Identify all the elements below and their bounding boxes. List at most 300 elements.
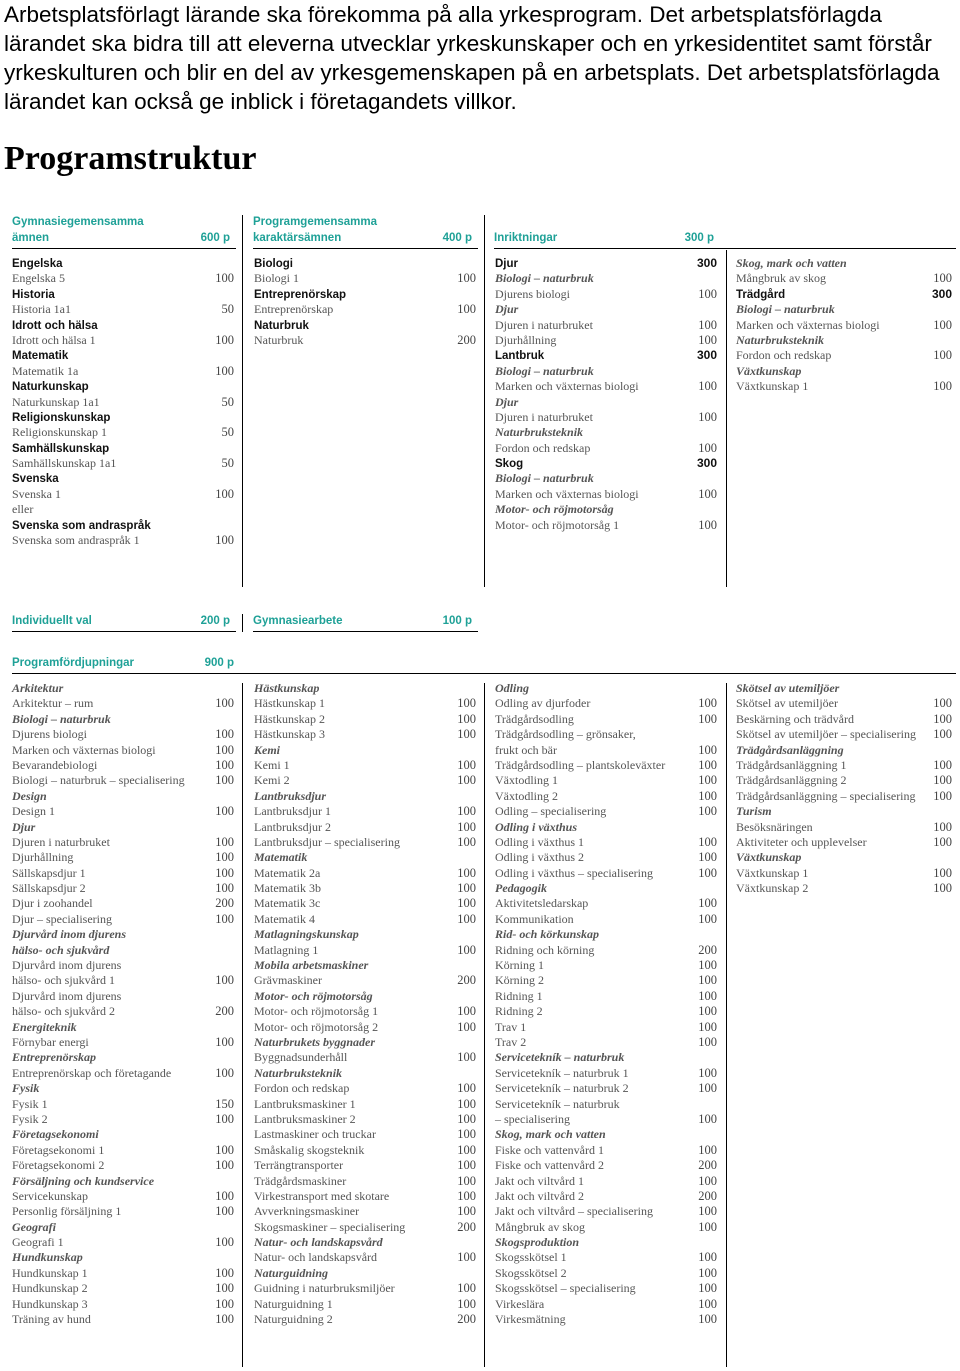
subject-row (736, 287, 960, 302)
course-row (495, 896, 725, 911)
course-points: 100 (215, 696, 234, 711)
course-name: Djur (495, 258, 518, 270)
subject-row (12, 518, 242, 533)
course-name: Jakt och viltvård 2 (495, 1188, 584, 1203)
course-name: Fysik (12, 1081, 40, 1096)
subject-row (12, 287, 242, 302)
course-name: Matematik (254, 850, 308, 865)
course-points: 100 (698, 1312, 717, 1327)
course-name: Skogsskötsel – specialisering (495, 1281, 636, 1296)
course-name: Skötsel av utemiljöer (736, 696, 838, 711)
course-name: Förnybar energi (12, 1034, 89, 1049)
course-row (254, 758, 484, 773)
course-points: 100 (698, 742, 717, 757)
course-name: Lantbruk (495, 350, 545, 363)
course-row (254, 1112, 484, 1127)
course-row (254, 302, 484, 317)
course-name: Naturbrukets byggnader (254, 1034, 376, 1049)
course-name: Skogsskötsel 1 (495, 1250, 567, 1265)
course-name: Skogsmaskiner – specialisering (254, 1219, 406, 1234)
course-points: 100 (215, 757, 234, 772)
course-row (12, 881, 242, 896)
course-name: Terrängtransporter (254, 1158, 344, 1173)
course-points: 100 (457, 804, 476, 819)
course-name: Växtodling 1 (495, 773, 558, 788)
course-name: Fordon och redskap (495, 440, 591, 455)
course-row (12, 758, 242, 773)
course-points: 100 (215, 1034, 234, 1049)
course-name: Hästkunskap (254, 681, 320, 695)
course-points: 200 (698, 1188, 717, 1203)
course-row (495, 1312, 725, 1327)
course-row (495, 866, 725, 881)
course-name: Servicekunskap (12, 1188, 88, 1203)
course-row (12, 364, 242, 379)
course-points: 100 (215, 727, 234, 742)
course-name: Hundkunskap 2 (12, 1281, 88, 1296)
course-row (495, 789, 725, 804)
course-row (254, 881, 484, 896)
course-name: Personlig försäljning 1 (12, 1204, 122, 1219)
course-row (254, 1250, 484, 1265)
course-name: Entreprenörskap (12, 1050, 97, 1065)
course-row (254, 1297, 484, 1312)
course-points: 100 (698, 317, 717, 332)
course-name: Entreprenörskap och företagande (12, 1065, 172, 1080)
course-row (495, 287, 725, 302)
course-points: 100 (933, 727, 952, 742)
course-row (12, 395, 242, 410)
course-points: 100 (457, 911, 476, 926)
header-title: Programgemensamma karaktärsämnen (253, 216, 377, 244)
course-row (736, 866, 960, 881)
course-points: 100 (698, 958, 717, 973)
course-points: 100 (215, 1312, 234, 1327)
course-list-inriktningar-1 (495, 256, 725, 533)
course-name: Geografi 1 (12, 1235, 64, 1250)
course-row (495, 773, 725, 788)
course-name: hälso- och sjukvård (12, 942, 110, 957)
course-name: Besöksnäringen (736, 819, 813, 834)
course-group-row (495, 425, 725, 440)
course-points: 100 (457, 1173, 476, 1188)
course-points: 100 (933, 317, 952, 332)
course-row (12, 958, 242, 973)
course-group-row (254, 958, 484, 973)
course-points: 100 (698, 1204, 717, 1219)
course-name: Naturkunskap 1a1 (12, 394, 100, 409)
course-group-row (254, 989, 484, 1004)
course-points: 100 (698, 1296, 717, 1311)
course-points: 100 (457, 711, 476, 726)
course-row (12, 333, 242, 348)
course-points: 100 (215, 773, 234, 788)
course-group-row (12, 1250, 242, 1265)
course-row (254, 1050, 484, 1065)
course-name: Marken och växternas biologi (736, 317, 880, 332)
course-points: 100 (933, 271, 952, 286)
course-points: 100 (698, 1265, 717, 1280)
course-points: 100 (457, 1004, 476, 1019)
course-group-row (495, 1127, 725, 1142)
course-row (495, 973, 725, 988)
course-name: Jakt och viltvård – specialisering (495, 1204, 653, 1219)
course-points: 100 (933, 788, 952, 803)
course-name: Körning 2 (495, 973, 544, 988)
course-name: Religionskunskap (12, 411, 111, 424)
header-title: Gymnasiegemensamma ämnen (12, 216, 144, 244)
course-name: Entreprenörskap (254, 288, 347, 301)
course-name: Engelska 5 (12, 271, 65, 286)
course-name: Hundkunskap 1 (12, 1265, 88, 1280)
course-name: Djurvård inom djurens (12, 927, 127, 942)
course-name: Svenska 1 (12, 486, 61, 501)
header-gymnasiegemensamma (12, 214, 236, 249)
course-points: 50 (221, 394, 234, 409)
course-name: Matematik 2a (254, 865, 321, 880)
course-name: Naturbruksteknik (495, 425, 584, 440)
column-divider (484, 215, 485, 587)
course-name: Biologi – naturbruk – specialisering (12, 773, 185, 788)
course-points: 100 (457, 271, 476, 286)
course-group-row (736, 743, 960, 758)
course-row (495, 1266, 725, 1281)
course-group-row (12, 712, 242, 727)
course-name: Historia (12, 288, 55, 301)
course-row (12, 1097, 242, 1112)
course-group-row (495, 681, 725, 696)
header-title: Inriktningar (494, 232, 558, 244)
course-name: Djuren i naturbruket (495, 317, 593, 332)
course-points: 200 (698, 1158, 717, 1173)
course-name: Ridning och körning (495, 942, 595, 957)
course-row (495, 1143, 725, 1158)
course-row (254, 1158, 484, 1173)
course-name: Motor- och röjmotorsåg 1 (495, 517, 620, 532)
course-points: 100 (933, 696, 952, 711)
subject-row (495, 456, 725, 471)
course-group-row (254, 927, 484, 942)
course-points: 100 (933, 819, 952, 834)
header-programgemensamma (253, 214, 478, 249)
course-name: Motor- och röjmotorsåg 1 (254, 1004, 379, 1019)
course-name: Fiske och vattenvård 2 (495, 1158, 604, 1173)
course-group-row (12, 1127, 242, 1142)
course-name: Djur i zoohandel (12, 896, 93, 911)
course-group-row (495, 820, 725, 835)
course-name: Lastmaskiner och truckar (254, 1127, 376, 1142)
course-name: Jakt och viltvård 1 (495, 1173, 584, 1188)
course-group-row (495, 881, 725, 896)
course-points: 100 (698, 409, 717, 424)
course-points: 100 (215, 271, 234, 286)
course-name: Design (12, 788, 47, 803)
course-name: Djuren i naturbruket (12, 834, 110, 849)
course-row (12, 456, 242, 471)
course-name: Träning av hund (12, 1312, 91, 1327)
course-name: Turism (736, 804, 772, 819)
course-row (12, 1312, 242, 1327)
course-points: 100 (457, 1158, 476, 1173)
course-row (12, 1035, 242, 1050)
course-points: 100 (933, 348, 952, 363)
course-name: Hästkunskap 3 (254, 727, 325, 742)
course-name: Svenska (12, 473, 59, 486)
course-row (495, 943, 725, 958)
course-name: Skötsel av utemiljöer – specialisering (736, 727, 916, 742)
course-row (736, 758, 960, 773)
course-list-fordjupning-3 (495, 681, 725, 1327)
course-group-row (12, 1174, 242, 1189)
course-row (495, 333, 725, 348)
course-row (736, 789, 960, 804)
course-name: Servicetekník – naturbruk 2 (495, 1081, 629, 1096)
course-name: Trav 1 (495, 1019, 527, 1034)
column-divider (726, 250, 727, 587)
course-row (254, 1097, 484, 1112)
course-group-row (254, 1266, 484, 1281)
course-name: Natur- och landskapsvård (254, 1235, 383, 1250)
course-name: Hästkunskap 2 (254, 711, 325, 726)
course-points: 200 (457, 332, 476, 347)
course-name: Kemi (254, 742, 280, 757)
course-group-row (12, 820, 242, 835)
course-row (254, 1189, 484, 1204)
course-points: 100 (215, 1281, 234, 1296)
course-group-row (12, 1081, 242, 1096)
course-group-row (254, 789, 484, 804)
course-row (12, 487, 242, 502)
course-points: 100 (933, 773, 952, 788)
course-name: Skog, mark och vatten (736, 256, 847, 270)
course-name: Växtkunskap (736, 363, 802, 378)
course-name: Idrott och hälsa 1 (12, 332, 96, 347)
course-row (12, 835, 242, 850)
course-name: frukt och bär (495, 742, 557, 757)
course-group-row (736, 681, 960, 696)
course-name: Hästkunskap 1 (254, 696, 325, 711)
course-row (254, 773, 484, 788)
course-points: 100 (457, 727, 476, 742)
course-points: 100 (457, 302, 476, 317)
course-points: 100 (457, 881, 476, 896)
course-group-row (12, 1220, 242, 1235)
course-group-row (736, 256, 960, 271)
course-group-row (254, 1066, 484, 1081)
course-name: Naturbruk (254, 332, 304, 347)
course-group-row (495, 1050, 725, 1065)
course-points: 100 (457, 1096, 476, 1111)
subject-row (254, 318, 484, 333)
course-name: Virkesmätning (495, 1312, 566, 1327)
course-row (495, 727, 725, 742)
course-group-row (495, 271, 725, 286)
course-row (495, 712, 725, 727)
course-row (495, 958, 725, 973)
course-points: 100 (698, 834, 717, 849)
course-points: 100 (698, 517, 717, 532)
course-row (12, 302, 242, 317)
course-row (736, 348, 960, 363)
course-points: 150 (215, 1096, 234, 1111)
header-inriktningar (494, 214, 956, 249)
course-name: Trädgårdsodling – grönsaker, (495, 727, 636, 742)
course-points: 300 (931, 286, 952, 301)
header-points: 300 p (684, 232, 714, 244)
course-group-row (736, 333, 960, 348)
course-group-row (495, 471, 725, 486)
course-points: 200 (457, 1312, 476, 1327)
course-row (495, 1297, 725, 1312)
course-name: Trädgårdsanläggning (736, 742, 844, 757)
course-group-row (254, 1235, 484, 1250)
course-row (12, 502, 242, 517)
column-divider (726, 683, 727, 1367)
course-row (254, 1143, 484, 1158)
course-points: 100 (698, 379, 717, 394)
course-name: Naturkunskap (12, 381, 89, 394)
course-list-fordjupning-1 (12, 681, 242, 1327)
course-name: Djur (495, 302, 519, 317)
course-row (12, 1266, 242, 1281)
course-row (12, 1204, 242, 1219)
course-points: 100 (215, 973, 234, 988)
course-name: Aktiviteter och upplevelser (736, 834, 867, 849)
course-points: 100 (215, 881, 234, 896)
course-name: Sällskapsdjur 2 (12, 881, 86, 896)
course-name: Biologi – naturbruk (495, 363, 594, 378)
course-name: Skogsskötsel 2 (495, 1265, 567, 1280)
course-points: 200 (215, 1004, 234, 1019)
subject-row (495, 256, 725, 271)
course-row (495, 1020, 725, 1035)
course-points: 100 (457, 1050, 476, 1065)
course-name: Biologi – naturbruk (495, 471, 594, 486)
course-points: 100 (215, 1065, 234, 1080)
header-points: 400 p (442, 232, 472, 244)
course-name: Mobila arbetsmaskiner (254, 958, 369, 973)
course-list-fordjupning-4 (736, 681, 960, 896)
course-name: Kemi 2 (254, 773, 290, 788)
course-name: Naturguidning 1 (254, 1296, 333, 1311)
header-points: 900 p (204, 657, 234, 669)
course-name: Djur – specialisering (12, 911, 112, 926)
course-name: Fordon och redskap (254, 1081, 350, 1096)
course-points: 100 (215, 1296, 234, 1311)
subject-row (12, 318, 242, 333)
course-row (495, 835, 725, 850)
course-row (12, 866, 242, 881)
course-name: Skötsel av utemiljöer (736, 681, 840, 695)
course-row (495, 379, 725, 394)
course-name: Ridning 1 (495, 988, 543, 1003)
course-name: Körning 1 (495, 958, 544, 973)
course-group-row (12, 681, 242, 696)
header-programfordjupningar (12, 655, 956, 674)
course-row (495, 1189, 725, 1204)
course-points: 100 (215, 363, 234, 378)
subject-row (254, 256, 484, 271)
course-group-row (254, 850, 484, 865)
course-name: Biologi (254, 258, 293, 270)
course-points: 100 (457, 1019, 476, 1034)
course-row (12, 271, 242, 286)
course-row (495, 518, 725, 533)
header-points: 600 p (200, 232, 230, 244)
course-points: 100 (698, 440, 717, 455)
course-row (736, 271, 960, 286)
course-row (254, 1004, 484, 1019)
column-divider (242, 683, 243, 1367)
course-row (12, 1281, 242, 1296)
course-name: Fiske och vattenvård 1 (495, 1142, 604, 1157)
course-points: 100 (698, 973, 717, 988)
course-name: Djurens biologi (12, 727, 87, 742)
course-name: Samhällskunskap 1a1 (12, 456, 117, 471)
course-name: Skog, mark och vatten (495, 1127, 606, 1142)
course-group-row (254, 743, 484, 758)
course-points: 200 (457, 973, 476, 988)
course-points: 100 (698, 1065, 717, 1080)
course-row (736, 881, 960, 896)
course-row (495, 989, 725, 1004)
course-row (495, 912, 725, 927)
course-row (254, 896, 484, 911)
course-name: Avverkningsmaskiner (254, 1204, 360, 1219)
course-points: 300 (696, 348, 717, 363)
course-row (12, 1235, 242, 1250)
course-row (495, 850, 725, 865)
course-group-row (495, 502, 725, 517)
course-points: 100 (698, 911, 717, 926)
course-row (12, 804, 242, 819)
course-points: 300 (696, 256, 717, 270)
course-row (495, 487, 725, 502)
course-row (254, 1204, 484, 1219)
course-points: 100 (698, 1111, 717, 1126)
course-row (254, 333, 484, 348)
course-name: Djurvård inom djurens (12, 958, 122, 973)
course-list-programgemensamma (254, 256, 484, 348)
course-name: Växtkunskap (736, 850, 802, 865)
course-row (495, 1250, 725, 1265)
header-title: Individuellt val (12, 615, 92, 627)
course-row (12, 1004, 242, 1019)
course-name: Odling av djurfoder (495, 696, 591, 711)
course-row (254, 696, 484, 711)
course-points: 300 (696, 456, 717, 471)
course-name: Naturguidning (254, 1265, 329, 1280)
course-name: Energiteknik (12, 1019, 77, 1034)
course-name: eller (12, 502, 34, 517)
course-name: Lantbruksmaskiner 2 (254, 1111, 356, 1126)
course-row (736, 820, 960, 835)
course-row (254, 973, 484, 988)
subject-row (12, 256, 242, 271)
course-name: Trädgårdsodling (495, 711, 574, 726)
course-points: 100 (698, 757, 717, 772)
course-points: 100 (215, 1142, 234, 1157)
course-name: Naturbruk (254, 319, 309, 332)
course-group-row (254, 681, 484, 696)
course-points: 100 (457, 942, 476, 957)
course-points: 100 (698, 896, 717, 911)
course-row (12, 533, 242, 548)
course-row (736, 727, 960, 742)
course-name: Beskärning och trädvård (736, 711, 854, 726)
course-name: hälso- och sjukvård 1 (12, 973, 115, 988)
course-row (12, 973, 242, 988)
